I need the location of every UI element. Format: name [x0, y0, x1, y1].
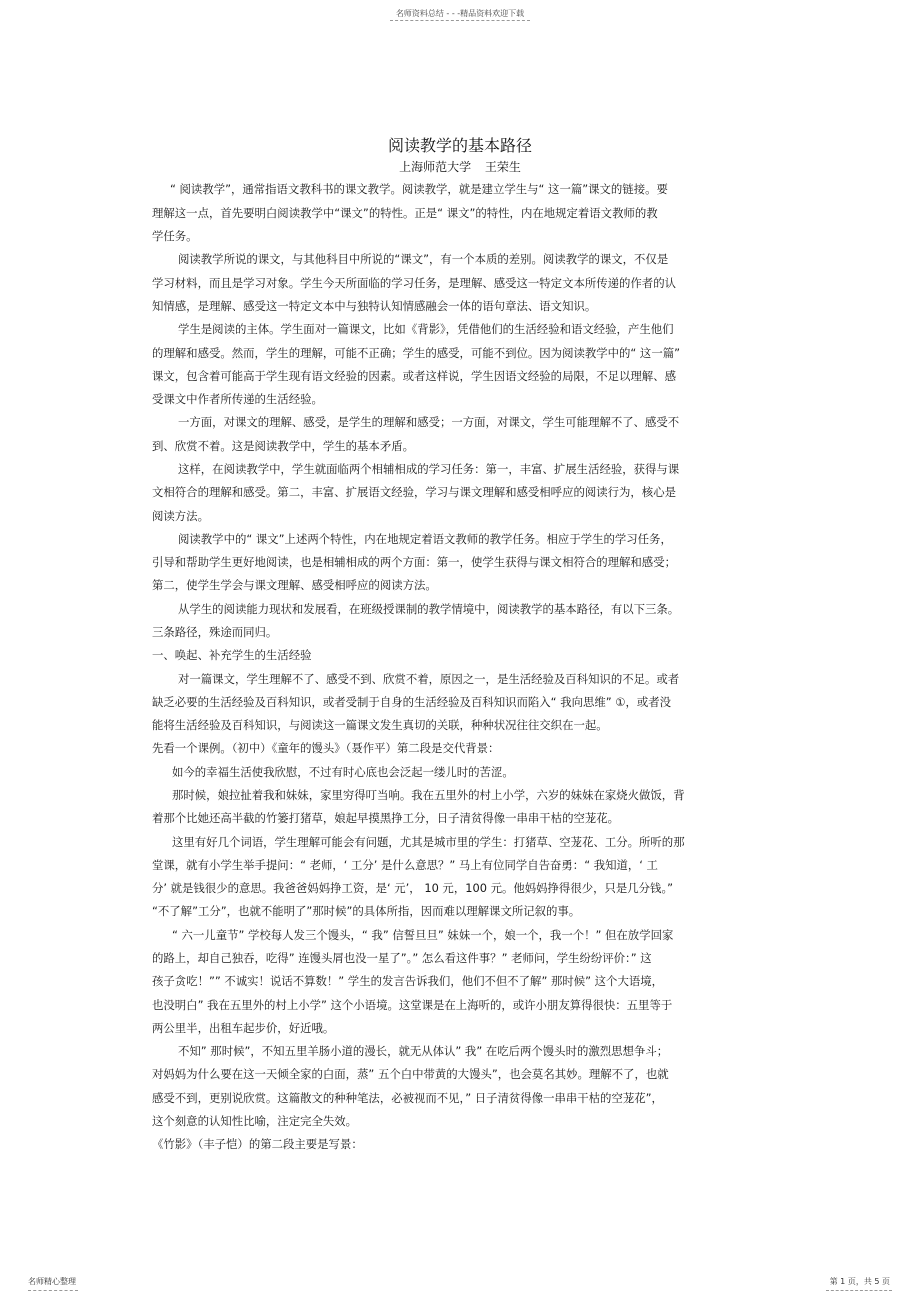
text-line: 《竹影》（丰子恺）的第二段主要是写景：: [152, 1137, 363, 1151]
text-line: 对一篇课文，学生理解不了、感受不到、欣赏不着，原因之一，是生活经验及百科知识的不足。或者: [178, 672, 680, 686]
text-line: 这样，在阅读教学中，学生就面临两个相辅相成的学习任务：第一，丰富、扩展生活经验，获得与课: [178, 462, 680, 476]
text-line: 这里有好几个词语，学生理解可能会有问题，尤其是城市里的学生：打猪草、空茏花、工分。所听的那: [172, 835, 685, 849]
text-line: 阅读教学中的“ 课文”上述两个特性，内在地规定着语文教师的教学任务。相应于学生的学习任务，: [178, 532, 672, 546]
text-line: 感受不到，更别说欣赏。这篇散文的种种笔法，必被视而不见，” 日子清贫得像一串串干枯的空茏花”，: [152, 1091, 663, 1105]
text-line: 三条路径，殊途而同归。: [152, 625, 278, 639]
text-line: 缺乏必要的生活经验及百科知识，或者受制于自身的生活经验及百科知识而陷入“ 我向思维” ①，或者没: [152, 695, 672, 709]
text-line: 一方面，对课文的理解、感受，是学生的理解和感受；一方面，对课文，学生可能理解不了、感受不: [178, 415, 680, 429]
header-divider: [390, 20, 530, 21]
text-line: 先看一个课例。（初中）《童年的馒头》（聂作平）第二段是交代背景：: [152, 741, 500, 755]
text-line: 理解这一点，首先要明白阅读教学中“课文”的特性。正是“ 课文”的特性，内在地规定着语文教师的教: [152, 206, 658, 220]
text-line: “不了解”工分”，也就不能明了”那时候”的具体所指，因而难以理解课文所记叙的事。: [152, 904, 581, 918]
text-line: 到、欣赏不着。这是阅读教学中，学生的基本矛盾。: [152, 439, 414, 453]
footer-left: 名师精心整理: [28, 1277, 76, 1286]
text-line: “ 阅读教学”，通常指语文教科书的课文教学。阅读教学，就是建立学生与“ 这一篇”课文的链接。要: [170, 182, 668, 196]
text-line: 阅读方法。: [152, 509, 209, 523]
footer-divider-left: [28, 1290, 78, 1291]
text-line: 学习材料，而且是学习对象。学生今天所面临的学习任务，是理解、感受这一特定文本所传递的作者的认: [152, 276, 676, 290]
text-line: 能将生活经验及百科知识，与阅读这一篇课文发生真切的关联，种种状况往往交织在一起。: [152, 718, 608, 732]
text-line: 的理解和感受。然而，学生的理解，可能不正确；学生的感受，可能不到位。因为阅读教学中的“ 这一篇”: [152, 346, 681, 360]
text-line: 这个刻意的认知性比喻，注定完全失效。: [152, 1114, 358, 1128]
footer-page-number: 第 1 页，共 5 页: [829, 1277, 890, 1286]
text-line: “ 六一儿童节” 学校每人发三个馒头，“ 我” 信誓旦旦” 妹妹一个，娘一个，我一个！” 但在放学回家: [172, 928, 674, 942]
footer-divider-right: [826, 1290, 892, 1291]
text-line: 学生是阅读的主体。学生面对一篇课文，比如《背影》，凭借他们的生活经验和语文经验，产生他们: [178, 322, 674, 336]
text-line: 阅读教学所说的课文，与其他科目中所说的“课文”，有一个本质的差别。阅读教学的课文，不仅是: [178, 252, 669, 266]
text-line: 对妈妈为什么要在这一天倾全家的白面，蒸” 五个白中带黄的大馒头”，也会莫名其妙。理解不了，也就: [152, 1067, 669, 1081]
document-title: 阅读教学的基本路径: [387, 136, 532, 155]
text-line: 文相符合的理解和感受。第二，丰富、扩展语文经验，学习与课文理解和感受相呼应的阅读行为，核心是: [152, 485, 676, 499]
text-line: 孩子贪吃！”” 不诚实！说话不算数！” 学生的发言告诉我们，他们不但不了解” 那时候” 这个大语境，: [152, 974, 664, 988]
document-author: 上海师范大学 王荣生: [399, 160, 521, 174]
text-line: 知情感，是理解、感受这一特定文本中与独特认知情感融会一体的语句章法、语文知识。: [152, 299, 597, 313]
quote-line: 如今的幸福生活使我欣慰，不过有时心底也会泛起一缕儿时的苦涩。: [172, 765, 514, 779]
text-line: 学任务。: [152, 229, 198, 243]
text-line: 不知” 那时候”，不知五里羊肠小道的漫长，就无从体认” 我” 在吃后两个馒头时的激烈思想争斗；: [178, 1044, 669, 1058]
section-heading: 一、唤起、补充学生的生活经验: [152, 648, 312, 662]
text-line: 引导和帮助学生更好地阅读，也是相辅相成的两个方面：第一，使学生获得与课文相符合的理解和感受；: [152, 555, 676, 569]
text-line: 两公里半，出租车起步价，好近哦。: [152, 1021, 335, 1035]
text-line: 课文，包含着可能高于学生现有语文经验的因素。或者这样说，学生因语文经验的局限，不足以理解、感: [152, 369, 676, 383]
text-line: 堂课，就有小学生举手提问：“ 老师，‘ 工分’ 是什么意思？” 马上有位同学自告奋勇：“ 我知道，‘ 工: [152, 858, 658, 872]
text-line: 的路上，却自己独吞，吃得” 连馒头屑也没一星了”。” 怎么看这件事？” 老师问，学生纷纷评价：” 这: [152, 951, 652, 965]
quote-line-underlined: 那时候，娘拉扯着我和妹妹，家里穷得叮当响。我在五里外的村上小学，六岁的妹妹在家烧火做饭，背: [172, 788, 685, 802]
page-header: 名师资料总结 - - -精品资料欢迎下载: [395, 9, 525, 18]
text-line: 分’ 就是钱很少的意思。我爸爸妈妈挣工资，是‘ 元’， 10 元，100 元。他妈妈挣得很少，只是几分钱。”: [152, 881, 674, 895]
text-line: 也没明白” 我在五里外的村上小学” 这个小语境。这堂课是在上海听的，或许小朋友算得很快：五里等于: [152, 998, 673, 1012]
text-line: 第二，使学生学会与课文理解、感受相呼应的阅读方法。: [152, 578, 437, 592]
text-line: 受课文中作者所传递的生活经验。: [152, 392, 323, 406]
text-line: 从学生的阅读能力现状和发展看，在班级授课制的教学情境中，阅读教学的基本路径，有以下三条。: [178, 602, 680, 616]
quote-line-underlined: 着那个比她还高半截的竹篓打猪草，娘起早摸黑挣工分，日子清贫得像一串串干枯的空茏花。: [152, 811, 620, 825]
